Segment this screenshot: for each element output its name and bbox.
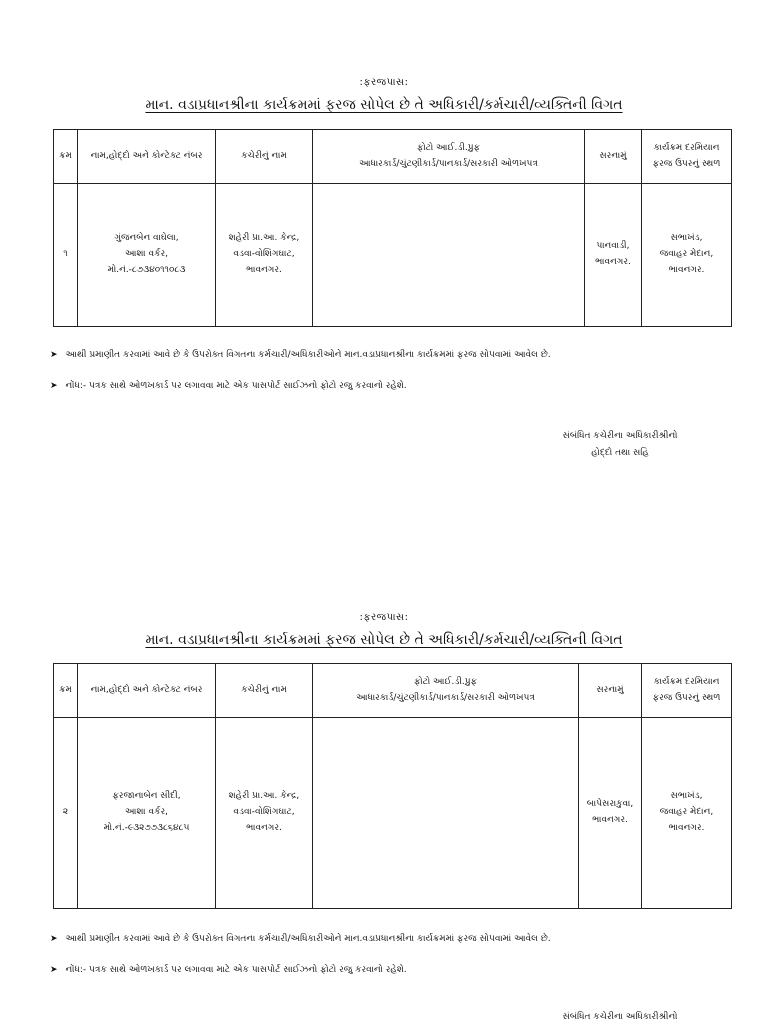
header-name: નામ,હોદ્દો અને કોન્ટેક્ટ નંબર <box>78 664 216 718</box>
header-name: નામ,હોદ્દો અને કોન્ટેક્ટ નંબર <box>78 130 216 184</box>
cell-office: શહેરી પ્રા.આ. કેન્દ્ર, વડવા-વોશિંગઘાટ, ભાવનગર. <box>216 184 313 327</box>
header-office: કચેરીનું નામ <box>216 664 313 718</box>
table-row <box>54 718 732 909</box>
form2-heading: માન. વડાપ્રધાનશ્રીના કાર્યક્રમમાં ફરજ સોપેલ છે તે અધિકારી/કર્મચારી/વ્યક્તિની વિગત <box>145 632 623 648</box>
header-photo-id: ફોટો આઈ.ડી.પ્રુફ આધારકાર્ડ/ચુંટણીકાર્ડ/પાનકાર્ડ/સરકારી ઓળખપત્ર <box>313 130 585 184</box>
cell-name: ફરજાનાબેન સીદી, આશા વર્કર, મો.નં.-૯૩૨૭૭૩૮૬૪૮૫ <box>78 718 216 909</box>
table-header-row <box>54 130 732 184</box>
header-serial: ક્રમ <box>54 664 78 718</box>
cell-serial: ૨ <box>54 718 78 909</box>
note-photo: ➤ નોંધ:- પત્રક સાથે ઓળખકાર્ડ પર લગાવવા માટે એક પાસપોર્ટ સાઈઝનો ફોટો રજુ કરવાનો રહેશે. <box>50 965 407 975</box>
arrow-bullet-icon: ➤ <box>50 350 58 360</box>
form1-table <box>53 129 732 327</box>
cell-photo-id <box>313 184 585 327</box>
table-row <box>54 184 732 327</box>
table-header-row <box>54 664 732 718</box>
form2-caption: :ફરજપાસ: <box>359 612 409 623</box>
note-certify: ➤ આથી પ્રમાણીત કરવામાં આવે છે કે ઉપરોક્ત વિગતના કર્મચારી/અધિકારીઓને માન.વડાપ્રધાનશ્રીના કાર્યક્રમમાં ફરજ સોપવામાં આવેલ છે. <box>50 934 551 944</box>
form1-heading: માન. વડાપ્રધાનશ્રીના કાર્યક્રમમાં ફરજ સોપેલ છે તે અધિકારી/કર્મચારી/વ્યક્તિની વિગત <box>145 97 623 113</box>
note-certify: ➤ આથી પ્રમાણીત કરવામાં આવે છે કે ઉપરોક્ત વિગતના કર્મચારી/અધિકારીઓને માન.વડાપ્રધાનશ્રીના કાર્યક્રમમાં ફરજ સોપવામાં આવેલ છે. <box>50 350 551 360</box>
cell-serial: ૧ <box>54 184 78 327</box>
cell-duty-location: સભાખંડ, જવાહર મેદાન, ભાવનગર. <box>642 184 732 327</box>
note-photo: ➤ નોંધ:- પત્રક સાથે ઓળખકાર્ડ પર લગાવવા માટે એક પાસપોર્ટ સાઈઝનો ફોટો રજુ કરવાનો રહેશે. <box>50 381 407 391</box>
form2-table <box>53 663 732 909</box>
cell-address: પાનવાડી, ભાવનગર. <box>585 184 642 327</box>
arrow-bullet-icon: ➤ <box>50 965 58 975</box>
arrow-bullet-icon: ➤ <box>50 381 58 391</box>
cell-address: બાપેસરાકુવા, ભાવનગર. <box>579 718 642 909</box>
signature-block: સંબંધિત કચેરીના અધિકારીશ્રીનો હોદ્દો તથા સહિ <box>562 431 678 459</box>
header-address: સરનામું <box>585 130 642 184</box>
signature-block: સંબંધિત કચેરીના અધિકારીશ્રીનો <box>562 1012 678 1022</box>
header-serial: ક્રમ <box>54 130 78 184</box>
header-duty-location: કાર્યક્રમ દરમિયાન ફરજ ઉપરનું સ્થળ <box>642 664 732 718</box>
cell-photo-id <box>313 718 579 909</box>
cell-office: શહેરી પ્રા.આ. કેન્દ્ર, વડવા-વોશિંગઘાટ, ભાવનગર. <box>216 718 313 909</box>
header-photo-id: ફોટો આઈ.ડી.પ્રુફ આધારકાર્ડ/ચુંટણીકાર્ડ/પાનકાર્ડ/સરકારી ઓળખપત્ર <box>313 664 579 718</box>
cell-duty-location: સભાખંડ, જવાહર મેદાન, ભાવનગર. <box>642 718 732 909</box>
form1-caption: :ફરજપાસ: <box>359 77 409 88</box>
header-address: સરનામું <box>579 664 642 718</box>
header-office: કચેરીનું નામ <box>216 130 313 184</box>
cell-name: ગુંજનબેન વાઘેલા, આશા વર્કર, મો.નં.-૮૭૩૪૦૧૧૦૮૩ <box>78 184 216 327</box>
header-duty-location: કાર્યક્રમ દરમિયાન ફરજ ઉપરનું સ્થળ <box>642 130 732 184</box>
arrow-bullet-icon: ➤ <box>50 934 58 944</box>
